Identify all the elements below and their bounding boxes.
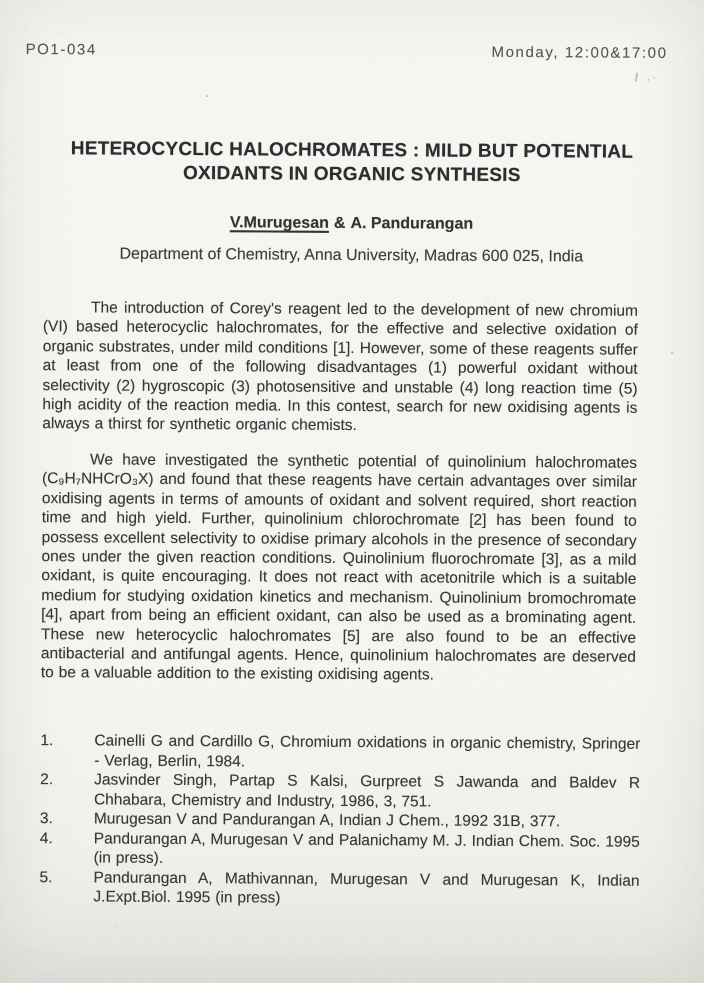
reference-number: 2. — [40, 771, 54, 789]
scan-speck — [206, 95, 208, 97]
scan-speck — [115, 927, 117, 929]
reference-item — [40, 731, 640, 774]
reference-text: Cainelli G and Cardillo G, Chromium oxidations in organic chemistry, Springer - Verlag, Berlin, 1984. — [94, 732, 641, 770]
scan-speck — [671, 352, 674, 354]
reference-item — [39, 868, 639, 911]
reference-text: Pandurangan A, Mathivannan, Murugesan V and Murugesan K, Indian J.Expt.Biol. 1995 (in press) — [93, 868, 640, 907]
scan-artifact-pencil-mark — [633, 72, 663, 88]
artifact-dot — [647, 79, 649, 81]
reference-item — [40, 770, 640, 813]
artifact-dot — [653, 77, 655, 79]
authors-line — [0, 213, 704, 235]
abstract-paragraph-1: The introduction of Corey's reagent led to the development of new chromium (VI) based heterocyclic halochromates, for the effective and selective oxidation of organic substrates, under mild conditions [1]. However, some of these reagents suffer at least from one of the following disadvantages (1) powerful oxidant without selectivity (2) hygroscopic (3) photosensitive and unstable (4) long reaction time (5) high acidity of the reaction media. In this contest, search for new oxidising agents is always a thirst for synthetic organic chemists. — [42, 299, 639, 435]
reference-number: 5. — [39, 868, 53, 886]
reference-number: 3. — [39, 810, 53, 828]
reference-text: Pandurangan A, Murugesan V and Palanichamy M. J. Indian Chem. Soc. 1995 (in press). — [93, 829, 640, 867]
reference-number: 4. — [39, 829, 53, 847]
author-2: A. Pandurangan — [350, 214, 474, 233]
reference-list — [39, 731, 640, 910]
reference-text: Jasvinder Singh, Partap S Kalsi, Gurpreet S Jawanda and Baldev R Chhabara, Chemistry and Industry, 1986, 3, 751. — [93, 771, 641, 810]
title-line-1: HETEROCYCLIC HALOCHROMATES : MILD BUT POTENTIAL — [70, 138, 634, 163]
title-line-2: OXIDANTS IN ORGANIC SYNTHESIS — [182, 162, 521, 186]
author-separator: & — [333, 214, 346, 232]
page-header — [26, 41, 668, 62]
paper-code: PO1-034 — [25, 41, 97, 59]
scan-speck — [487, 298, 489, 300]
author-1: V.Murugesan — [229, 214, 329, 232]
page-title — [0, 137, 704, 188]
reference-number: 1. — [40, 732, 54, 750]
session-schedule: Monday, 12:00&17:00 — [491, 43, 668, 62]
reference-text: Murugesan V and Pandurangan A, Indian J Chem., 1992 31B, 377. — [93, 810, 561, 831]
reference-item — [40, 829, 640, 872]
artifact-stroke — [635, 73, 638, 82]
affiliation-line: Department of Chemistry, Anna University, Madras 600 025, India — [119, 245, 584, 266]
abstract-paragraph-2: We have investigated the synthetic potential of quinolinium halochromates (C₉H₇NHCrO₃X) and found that these reagents have certain advantages over similar oxidising agents in terms of amounts of oxidant and solvent required, short reaction time and high yield. Further, quinolinium chlorochromate [2] has been found to possess excellent selectivity to oxidise primary alcohols in the presence of secondary ones under the given reaction conditions. Quinolinium fluorochromate [3], as a mild oxidant, is quite encouraging. It does not react with acetonitrile which is a suitable medium for studying oxidation kinetics and mechanism. Quinolinium bromochromate [4], apart from being an efficient oxidant, can also be used as a brominating agent. These new heterocyclic halochromates [5] are also found to be an effective antibacterial and antifungal agents. Hence, quinolinium halochromates are deserved to be a valuable addition to the existing oxidising agents. — [40, 451, 638, 684]
